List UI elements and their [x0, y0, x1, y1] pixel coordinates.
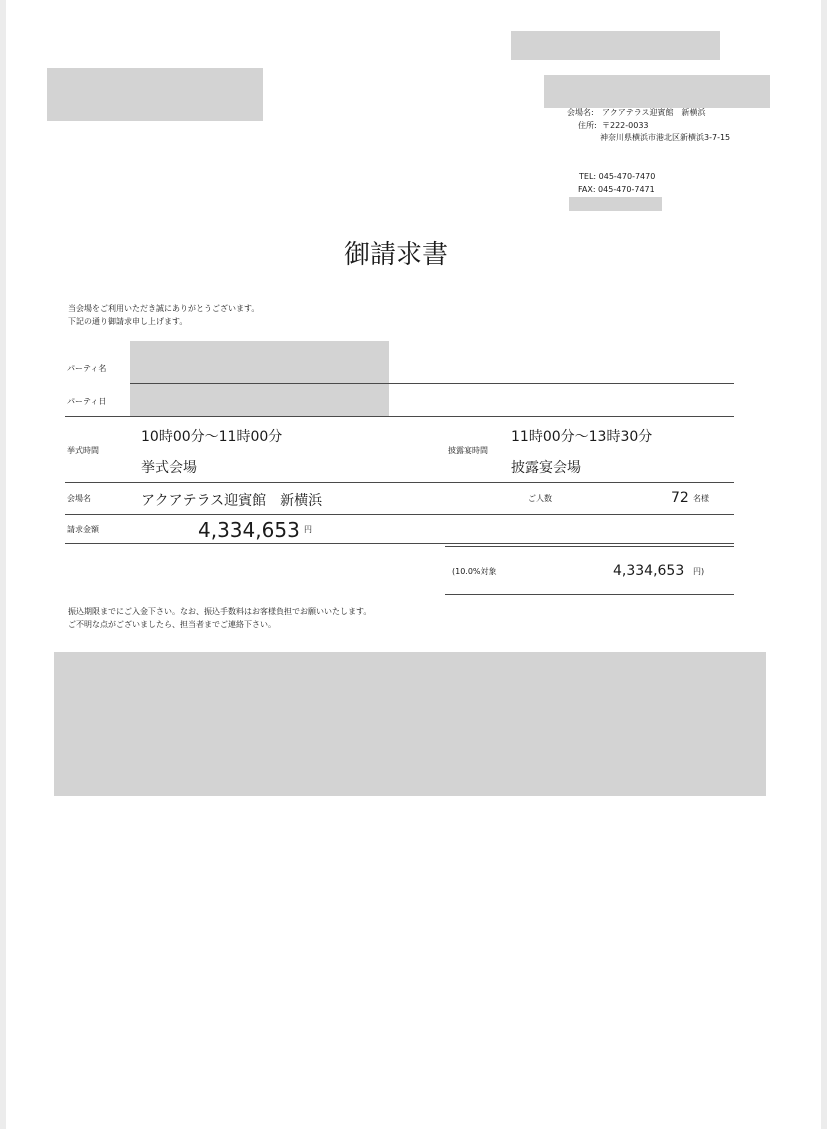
- ceremony-venue: 挙式会場: [141, 460, 197, 476]
- row-divider: [65, 514, 734, 515]
- party-date-label: パーティ日: [67, 397, 107, 406]
- reception-time: 11時00分～13時30分: [511, 429, 653, 445]
- issuer-address: 神奈川県横浜市港北区新横浜3-7-15: [600, 133, 731, 142]
- row-divider: [65, 543, 734, 544]
- row-divider: [65, 482, 734, 483]
- invoice-amount: 4,334,653: [198, 518, 300, 542]
- issuer-venue-label: 会場名:: [567, 108, 594, 117]
- row-divider: [130, 383, 734, 384]
- amount-unit: 円: [304, 525, 312, 534]
- issuer-fax: FAX: 045-470-7471: [578, 185, 655, 194]
- tax-label: (10.0%対象: [452, 567, 497, 576]
- redacted-company: [544, 75, 770, 108]
- venue-label: 会場名: [67, 494, 91, 503]
- payment-note: 振込期限までにご入金下さい。なお、振込手数料はお客様負担でお願いいたします。: [68, 607, 372, 616]
- reception-time-label: 披露宴時間: [448, 446, 488, 455]
- greeting-line-1: 当会場をご利用いただき誠にありがとうございます。: [68, 304, 260, 313]
- venue-name: アクアテラス迎賓館 新横浜: [141, 493, 323, 509]
- issuer-address-label: 住所:: [578, 121, 597, 130]
- ceremony-time-label: 挙式時間: [67, 446, 99, 455]
- guests-unit: 名様: [693, 494, 709, 503]
- tax-unit: 円): [693, 567, 705, 576]
- redacted-date: [511, 31, 720, 60]
- amount-label: 請求金額: [67, 525, 99, 534]
- guests-count: 72: [671, 490, 689, 506]
- issuer-tel: TEL: 045-470-7470: [579, 172, 656, 181]
- issuer-postal: 〒222-0033: [602, 121, 649, 130]
- party-name-label: パーティ名: [67, 364, 107, 373]
- redacted-staff: [569, 197, 662, 211]
- greeting-line-2: 下記の通り御請求申し上げます。: [68, 317, 188, 326]
- invoice-page: [6, 0, 821, 1129]
- contact-note: ご不明な点がございましたら、担当者までご連絡下さい。: [68, 620, 276, 629]
- document-title: 御請求書: [344, 240, 449, 270]
- redacted-bank-info: [54, 652, 766, 796]
- reception-venue: 披露宴会場: [511, 460, 581, 476]
- ceremony-time: 10時00分～11時00分: [141, 429, 283, 445]
- redacted-party-info: [130, 341, 389, 416]
- tax-amount: 4,334,653: [613, 563, 685, 579]
- redacted-recipient: [47, 68, 263, 121]
- tax-top-rule: [445, 546, 734, 547]
- row-divider: [65, 416, 734, 417]
- issuer-venue-name: アクアテラス迎賓館 新横浜: [602, 108, 706, 117]
- guests-label: ご人数: [528, 494, 552, 503]
- tax-bottom-rule: [445, 594, 734, 595]
